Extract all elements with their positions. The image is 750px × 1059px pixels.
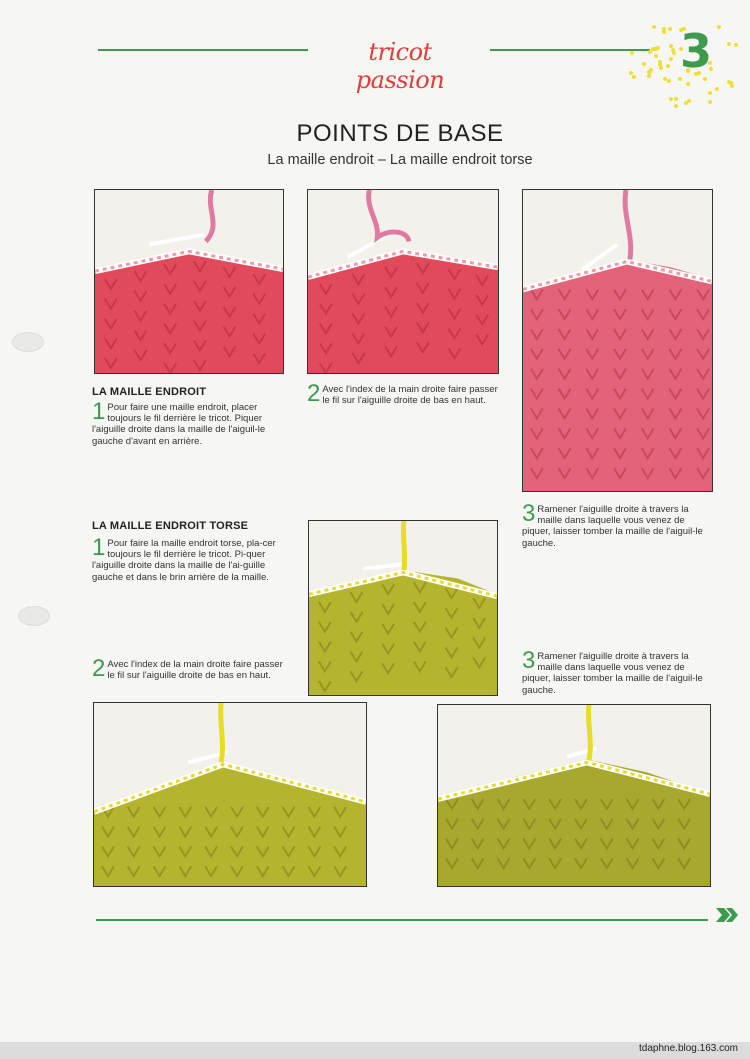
step-number: 2 [92, 655, 106, 682]
section1-step-1 [92, 398, 284, 447]
step-number: 3 [522, 500, 536, 527]
decorative-dot [632, 75, 636, 79]
decorative-dot [662, 30, 666, 34]
decorative-dot [652, 25, 656, 29]
knit-illustration-yellow-1 [309, 521, 497, 695]
knit-illustration-pink-3 [523, 190, 712, 491]
decorative-dot [669, 57, 673, 61]
footer-rule [96, 919, 708, 921]
decorative-dot [647, 74, 651, 78]
decorative-dot [651, 47, 655, 51]
decorative-dot [669, 97, 673, 101]
decorative-dot [629, 71, 633, 75]
decorative-dot [648, 50, 652, 54]
decorative-dot [717, 25, 721, 29]
section2-step-1 [92, 534, 284, 583]
decorative-dot [669, 44, 673, 48]
knit-illustration-pink-1 [95, 190, 283, 373]
section1-step-3 [522, 500, 712, 549]
photo-yellow-step-3 [437, 704, 711, 887]
decorative-dot [666, 64, 670, 68]
decorative-dot [708, 91, 712, 95]
decorative-dot [656, 46, 660, 50]
bottom-strip [0, 1042, 750, 1059]
decorative-dot [730, 84, 734, 88]
decorative-dot [630, 51, 634, 55]
decorative-dot [649, 68, 653, 72]
photo-yellow-step-2 [93, 702, 367, 887]
step-text: Pour faire la maille endroit torse, pla-cer toujours le fil derrière le tricot. Pi-quer l'aiguille droite dans la maille de l'ai-guille gauche et dans le brin arrière de la maille. [92, 538, 276, 583]
step-text: Avec l'index de la main droite faire passer le fil sur l'aiguille droite de bas en haut. [322, 384, 498, 407]
page-scuff-mark [18, 606, 50, 626]
decorative-dot [687, 99, 691, 103]
decorative-dot [642, 62, 646, 66]
step-number: 1 [92, 534, 106, 561]
page-title: POINTS DE BASE [296, 120, 504, 147]
page-scuff-mark [12, 332, 44, 352]
decorative-dot [654, 54, 658, 58]
footer-url: tdaphne.blog.163.com [639, 1043, 738, 1054]
step-number: 3 [522, 647, 536, 674]
photo-pink-step-2 [307, 189, 499, 374]
photo-yellow-step-1 [308, 520, 498, 696]
decorative-dot [668, 27, 672, 31]
decorative-dot [734, 43, 738, 47]
next-page-arrow-icon[interactable] [716, 906, 740, 924]
decorative-dot [708, 100, 712, 104]
section2-step-2 [92, 655, 284, 682]
knit-illustration-yellow-2 [94, 703, 366, 886]
step-text: Avec l'index de la main droite faire passer le fil sur l'aiguille droite de bas en haut. [107, 659, 283, 682]
decorative-dot [727, 42, 731, 46]
decorative-dot [674, 104, 678, 108]
section-heading-maille-endroit-torse: LA MAILLE ENDROIT TORSE [92, 520, 249, 532]
step-text: Ramener l'aiguille droite à travers la maille dans laquelle vous venez de piquer, laisser tomber la maille de l'aiguil-le gauche. [522, 651, 703, 696]
decorative-dot [715, 87, 719, 91]
knit-illustration-yellow-3 [438, 705, 710, 886]
section1-step-2 [307, 380, 499, 407]
page-number: 3 [679, 24, 712, 78]
header-rule-left [98, 49, 308, 51]
decorative-dot [674, 97, 678, 101]
photo-pink-step-3 [522, 189, 713, 492]
section-heading-maille-endroit: LA MAILLE ENDROIT [92, 386, 207, 398]
step-number: 1 [92, 398, 106, 425]
decorative-dot [662, 27, 666, 31]
knit-illustration-pink-2 [308, 190, 498, 373]
decorative-dot [686, 82, 690, 86]
step-text: Ramener l'aiguille droite à travers la maille dans laquelle vous venez de piquer, laisser tomber la maille de l'aiguil-le gauche. [522, 504, 703, 549]
header-rule-right [490, 49, 650, 51]
step-number: 2 [307, 380, 321, 407]
section2-step-3 [522, 647, 712, 696]
page-subtitle: La maille endroit – La maille endroit torse [267, 152, 533, 168]
brand-logo: tricot passion [355, 38, 445, 94]
decorative-dot [667, 79, 671, 83]
step-text: Pour faire une maille endroit, placer toujours le fil derrière le tricot. Piquer l'aiguille droite dans la maille de l'aiguil-le gauche d'avant en arrière. [92, 402, 266, 447]
photo-pink-step-1 [94, 189, 284, 374]
